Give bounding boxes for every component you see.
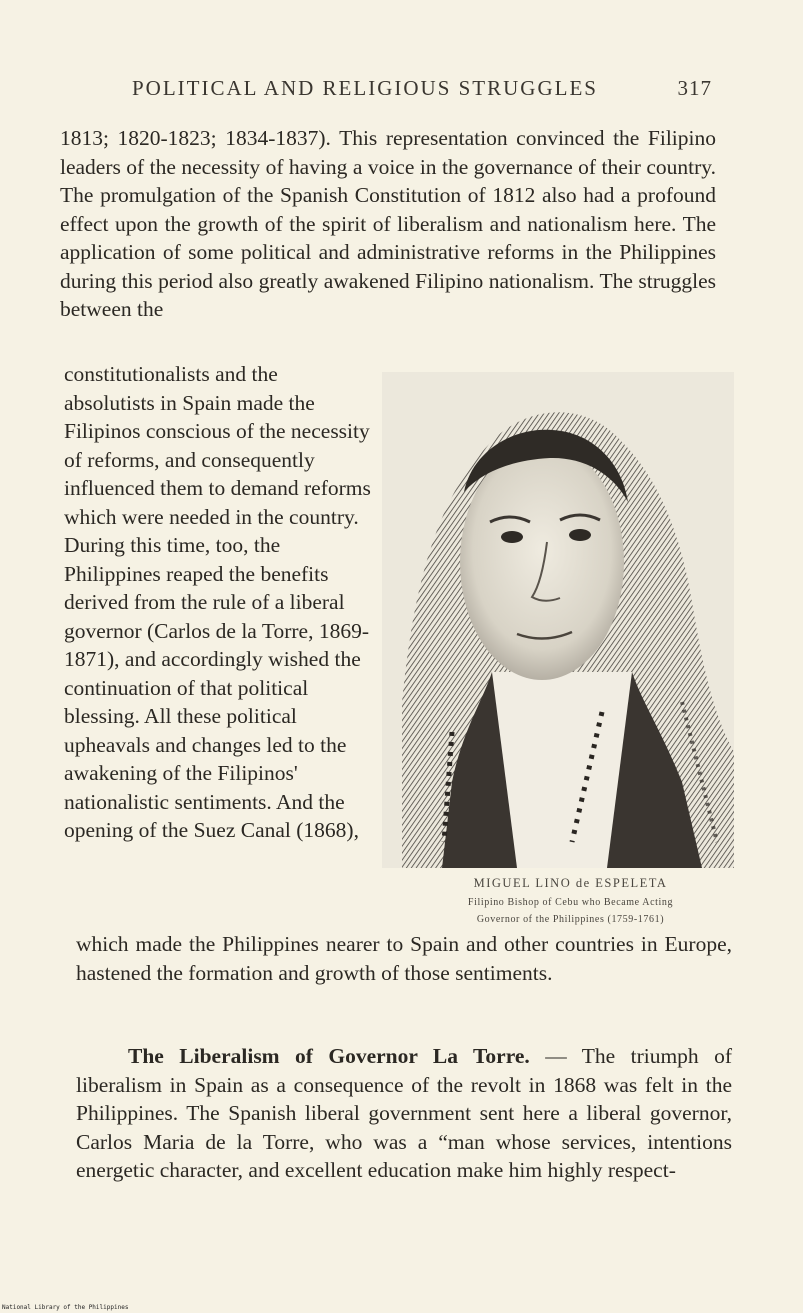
running-header [132, 76, 712, 101]
page-number: 317 [677, 76, 712, 100]
paragraph-1: 1813; 1820-1823; 1834-1837). This representation convinced the Filipino leaders of the necessity of having a voice in the governance of their country. The promulgation of the Spanish Constitution of 1812 also had a profound effect upon the growth of the spirit of liberalism and nationalism here. The application of some political and administrative reforms in the Philippines during this period also greatly awakened Filipino nationalism. The struggles between the [60, 126, 716, 321]
caption-line-2: Governor of the Philippines (1759-1761) [476, 914, 665, 925]
section-heading: The Liberalism of Governor La Torre. [128, 1044, 530, 1068]
portrait-caption [398, 876, 743, 925]
caption-name: MIGUEL LINO de ESPELETA [473, 876, 668, 890]
paragraph-1-end: which made the Philippines nearer to Spain and other countries in Europe, hastened the formation and growth of those sentiments. [76, 932, 732, 985]
paragraph-2 [76, 1042, 732, 1185]
portrait-engraving [382, 372, 734, 868]
caption-line-1: Filipino Bishop of Cebu who Became Acting [467, 897, 674, 908]
paragraph-2-text: — The triumph of liberalism in Spain as a consequence of the revolt in 1868 was felt in the Philippines. The Spanish liberal government sent here a liberal governor, Carlos Maria de la Torre, who was a “man whose services, intentions energetic character, and excellent education make him highly respect- [76, 1044, 733, 1182]
running-title: POLITICAL AND RELIGIOUS STRUGGLES [132, 76, 598, 100]
library-footer: National Library of the Philippines [2, 1304, 129, 1311]
portrait-image [382, 372, 734, 868]
paragraph-1-wrapped: constitutionalists and the absolutists in Spain made the Filipinos conscious of the necessity of reforms, and consequently influenced them to demand reforms which were needed in the country. During this time, too, the Philippines reaped the benefits derived from the rule of a liberal governor (Carlos de la Torre, 1869-1871), and accordingly wished the continuation of that political blessing. All these political upheavals and changes led to the awakening of the Filipinos' nationalistic sentiments. And the opening of the Suez Canal (1868), [64, 362, 371, 842]
